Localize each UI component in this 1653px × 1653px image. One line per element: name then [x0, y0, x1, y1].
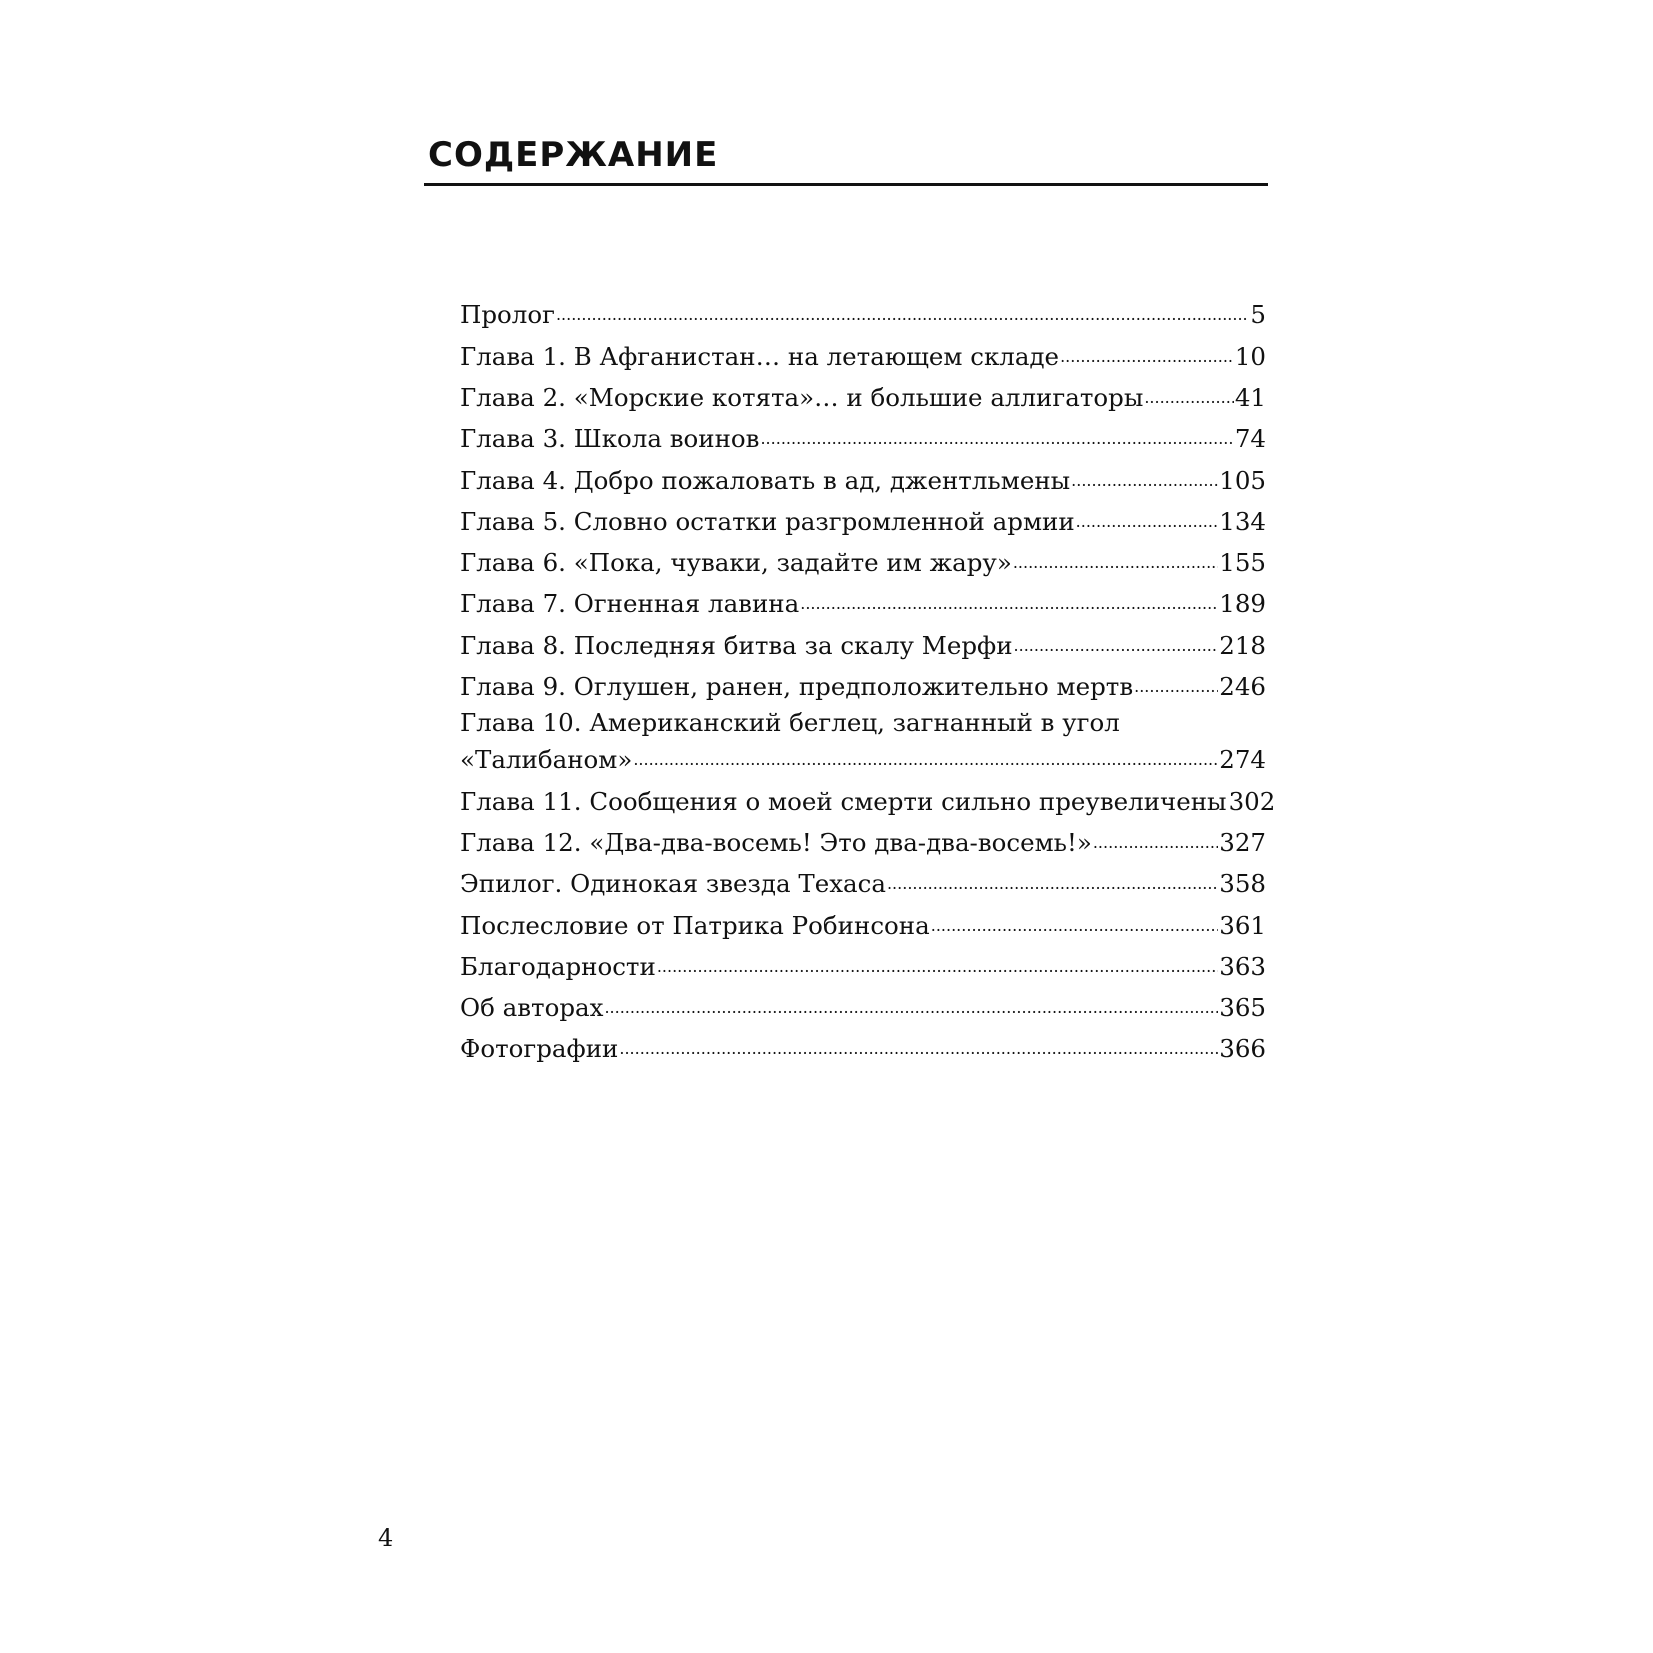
toc-entry-title-line2: «Талибаном» — [460, 745, 633, 775]
toc-entry-page: 218 — [1219, 630, 1266, 660]
toc-entry-chapter-2[interactable] — [460, 377, 1266, 418]
toc-entry-title: Благодарности — [460, 951, 656, 981]
toc-entry-chapter-4[interactable] — [460, 459, 1266, 500]
dot-leader — [760, 418, 1233, 447]
toc-entry-title: Глава 5. Словно остатки разгромленной армии — [460, 506, 1075, 536]
toc-entry-title: Глава 6. «Пока, чуваки, задайте им жару» — [460, 548, 1012, 578]
toc-entry-line2 — [460, 739, 1266, 780]
toc-entry-chapter-9[interactable] — [460, 666, 1266, 707]
dot-leader — [556, 294, 1249, 323]
dot-leader — [633, 739, 1218, 768]
toc-entry-title: Глава 7. Огненная лавина — [460, 589, 800, 619]
dot-leader — [604, 987, 1218, 1016]
toc-entry-page: 155 — [1219, 548, 1266, 578]
toc-entry-chapter-12[interactable] — [460, 822, 1266, 863]
toc-entry-title: Глава 11. Сообщения о моей смерти сильно преувеличены — [460, 786, 1227, 816]
toc-entry-chapter-7[interactable] — [460, 583, 1266, 624]
dot-leader — [800, 583, 1218, 612]
dot-leader — [1093, 822, 1218, 851]
toc-entry-prologue[interactable] — [460, 294, 1266, 335]
toc-entry-page: 366 — [1219, 1034, 1266, 1064]
page-title: СОДЕРЖАНИЕ — [428, 135, 719, 175]
toc-entry-page: 246 — [1219, 672, 1266, 702]
dot-leader — [1134, 666, 1218, 695]
toc-entry-page: 363 — [1219, 951, 1266, 981]
toc-entry-chapter-5[interactable] — [460, 500, 1266, 541]
toc-entry-epilogue[interactable] — [460, 863, 1266, 904]
toc-entry-page: 274 — [1219, 745, 1266, 775]
toc-entry-title: Глава 1. В Афганистан… на летающем складе — [460, 341, 1060, 371]
toc-entry-page: 10 — [1234, 341, 1266, 371]
dot-leader — [887, 863, 1218, 892]
toc-entry-chapter-11[interactable] — [460, 780, 1276, 821]
table-of-contents — [460, 294, 1276, 1069]
toc-entry-title: Об авторах — [460, 993, 604, 1023]
toc-entry-title: Глава 2. «Морские котята»… и большие аллигаторы — [460, 382, 1144, 412]
toc-entry-page: 5 — [1250, 300, 1266, 330]
dot-leader — [1144, 377, 1233, 406]
toc-entry-page: 41 — [1234, 382, 1266, 412]
toc-entry-title-line1: Глава 10. Американский беглец, загнанный в угол — [460, 707, 1120, 737]
toc-entry-page: 302 — [1228, 786, 1276, 816]
toc-entry-chapter-6[interactable] — [460, 542, 1266, 583]
toc-entry-chapter-10[interactable] — [460, 707, 1266, 780]
toc-entry-title: Фотографии — [460, 1034, 619, 1064]
toc-entry-title: Глава 4. Добро пожаловать в ад, джентльмены — [460, 465, 1071, 495]
toc-entry-title: Глава 9. Оглушен, ранен, предположительно мертв — [460, 672, 1134, 702]
toc-entry-page: 134 — [1219, 506, 1266, 536]
toc-entry-about-authors[interactable] — [460, 987, 1266, 1028]
title-underline — [424, 183, 1268, 186]
dot-leader — [1013, 542, 1218, 571]
toc-entry-page: 105 — [1219, 465, 1266, 495]
toc-entry-page: 189 — [1219, 589, 1266, 619]
toc-entry-chapter-3[interactable] — [460, 418, 1266, 459]
toc-entry-title: Глава 8. Последняя битва за скалу Мерфи — [460, 630, 1013, 660]
toc-entry-title: Эпилог. Одинокая звезда Техаса — [460, 869, 886, 899]
toc-entry-page: 365 — [1219, 993, 1266, 1023]
toc-entry-title: Глава 3. Школа воинов — [460, 424, 760, 454]
toc-entry-chapter-1[interactable] — [460, 335, 1266, 376]
dot-leader — [1014, 624, 1219, 653]
toc-entry-acknowledgements[interactable] — [460, 945, 1266, 986]
toc-entry-title: Глава 12. «Два-два-восемь! Это два-два-восемь!» — [460, 827, 1092, 857]
dot-leader — [619, 1028, 1218, 1057]
toc-entry-page: 327 — [1219, 827, 1266, 857]
toc-entry-afterword[interactable] — [460, 904, 1266, 945]
toc-entry-page: 74 — [1234, 424, 1266, 454]
toc-entry-page: 361 — [1219, 910, 1266, 940]
toc-entry-title: Пролог — [460, 300, 555, 330]
dot-leader — [1076, 500, 1219, 529]
toc-entry-photos[interactable] — [460, 1028, 1266, 1069]
toc-entry-page: 358 — [1219, 869, 1266, 899]
dot-leader — [1071, 459, 1218, 488]
dot-leader — [931, 904, 1218, 933]
toc-entry-title: Послесловие от Патрика Робинсона — [460, 910, 930, 940]
page-number: 4 — [378, 1524, 394, 1552]
toc-entry-chapter-8[interactable] — [460, 624, 1266, 665]
dot-leader — [657, 945, 1218, 974]
dot-leader — [1060, 335, 1234, 364]
